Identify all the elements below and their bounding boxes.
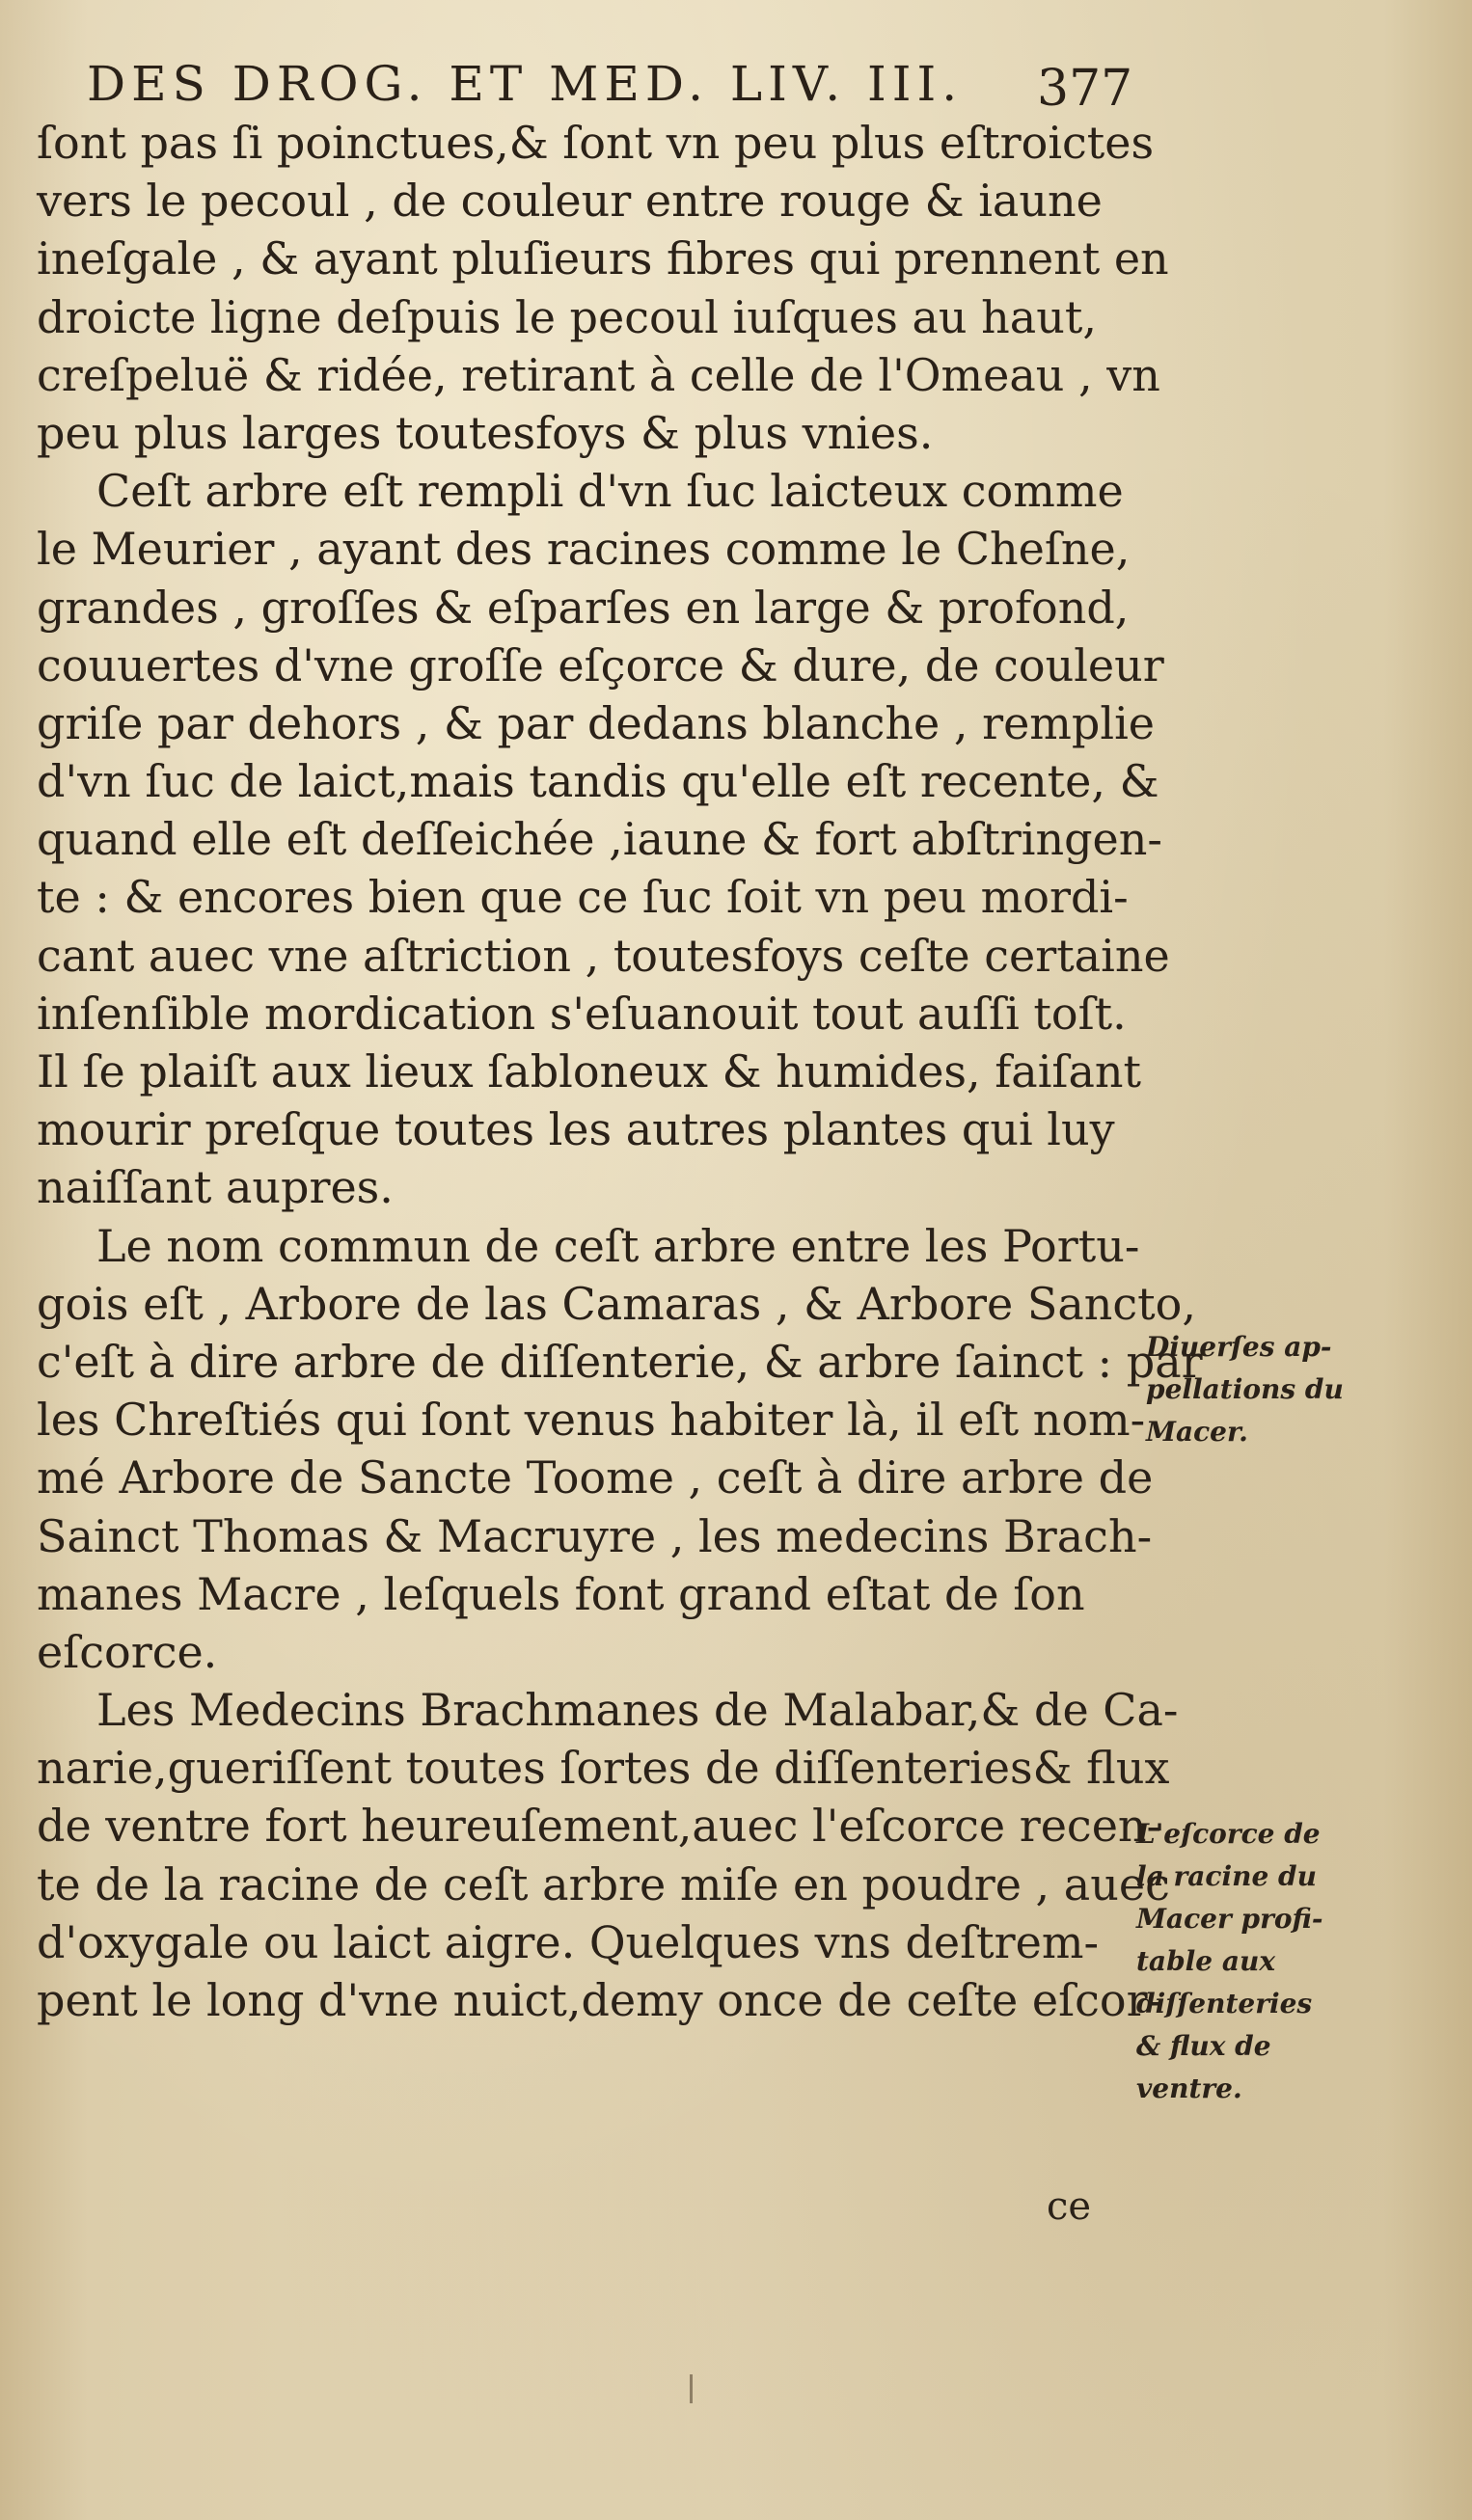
margin-note-line: ventre.	[1136, 2073, 1242, 2104]
ink-mark	[690, 2374, 693, 2403]
text-line: gois eſt , Arbore de las Camaras , & Arbore Sancto,	[37, 1277, 1196, 1330]
text-line: ineſgale , & ayant pluſieurs fibres qui prennent en	[37, 232, 1169, 285]
text-line: Sainct Thomas & Macruyre , les medecins Brach-	[37, 1509, 1153, 1562]
text-line: griſe par dehors , & par dedans blanche , remplie	[37, 696, 1156, 749]
text-line: vers le pecoul , de couleur entre rouge & iaune	[37, 175, 1103, 228]
text-line: les Chreſtiés qui ſont venus habiter là, il eſt nom-	[37, 1394, 1146, 1447]
text-line: Il ſe plaiſt aux lieux ſabloneux & humides, faiſant	[37, 1045, 1141, 1097]
text-line: grandes , groſſes & eſparſes en large & profond,	[37, 581, 1130, 634]
text-line: de ventre fort heureuſement,auec l'eſcorce recen-	[37, 1800, 1162, 1853]
text-line: mourir preſque toutes les autres plantes qui luy	[37, 1103, 1115, 1156]
text-line: c'eſt à dire arbre de diſſenterie, & arbre ſainct : par	[37, 1335, 1203, 1388]
text-line: d'oxygale ou laict aigre. Quelques vns deſtrem-	[37, 1915, 1100, 1968]
catchword: ce	[1047, 2184, 1092, 2229]
margin-note-appellations	[1146, 1326, 1344, 1453]
text-line: eſcorce.	[37, 1625, 218, 1678]
margin-note-line: Diuerſes ap-	[1146, 1331, 1332, 1363]
text-line: Les Medecins Brachmanes de Malabar,& de Ca-	[96, 1684, 1179, 1737]
text-line: te de la racine de ceſt arbre miſe en poudre , auec	[37, 1857, 1170, 1910]
text-line: narie,gueriſſent toutes ſortes de diſſenteries& flux	[37, 1742, 1170, 1795]
margin-note-line: Macer.	[1146, 1416, 1248, 1448]
margin-note-line: Macer profi-	[1136, 1903, 1323, 1935]
margin-note-line: & flux de	[1136, 2030, 1271, 2062]
text-line: pent le long d'vne nuict,demy once de ceſte eſcor-	[37, 1974, 1163, 2026]
text-line: quand elle eſt deſſeichée ,iaune & fort abſtringen-	[37, 813, 1162, 866]
text-line: creſpeluë & ridée, retirant à celle de l'Omeau , vn	[37, 348, 1160, 401]
text-line: mé Arbore de Sancte Toome , ceſt à dire arbre de	[37, 1451, 1154, 1504]
margin-note-line: pellations du	[1146, 1373, 1344, 1405]
text-line: d'vn ſuc de laict,mais tandis qu'elle eſt recente, &	[37, 755, 1159, 808]
running-title: DES DROG. ET MED. LIV. III.	[87, 56, 964, 112]
text-line: naiſſant aupres.	[37, 1161, 394, 1214]
text-line: te : & encores bien que ce ſuc ſoit vn peu mordi-	[37, 871, 1129, 924]
margin-note-line: la racine du	[1136, 1860, 1317, 1892]
text-line: ſont pas ſi poinctues,& ſont vn peu plus eſtroictes	[37, 117, 1155, 169]
text-line: couuertes d'vne groſſe eſçorce & dure, de couleur	[37, 638, 1164, 691]
text-line: Le nom commun de ceſt arbre entre les Portu-	[96, 1219, 1140, 1272]
text-line: manes Macre , leſquels font grand eſtat de ſon	[37, 1567, 1085, 1620]
text-line: Ceſt arbre eſt rempli d'vn ſuc laicteux comme	[96, 465, 1124, 518]
text-line: peu plus larges toutesfoys & plus vnies.	[37, 406, 934, 459]
page-number: 377	[1037, 60, 1133, 118]
margin-note-escorce	[1136, 1813, 1322, 2110]
margin-note-line: table aux	[1136, 1945, 1276, 1977]
text-line: le Meurier , ayant des racines comme le Cheſne,	[37, 523, 1131, 576]
text-line: inſenſible mordication s'eſuanouit tout auſſi toſt.	[37, 987, 1127, 1040]
margin-note-line: diſſenteries	[1136, 1988, 1313, 2019]
text-line: droicte ligne deſpuis le pecoul iuſques au haut,	[37, 290, 1097, 343]
margin-note-line: L'eſcorce de	[1136, 1818, 1321, 1850]
text-line: cant auec vne aſtriction , toutesfoys ceſte certaine	[37, 929, 1170, 982]
